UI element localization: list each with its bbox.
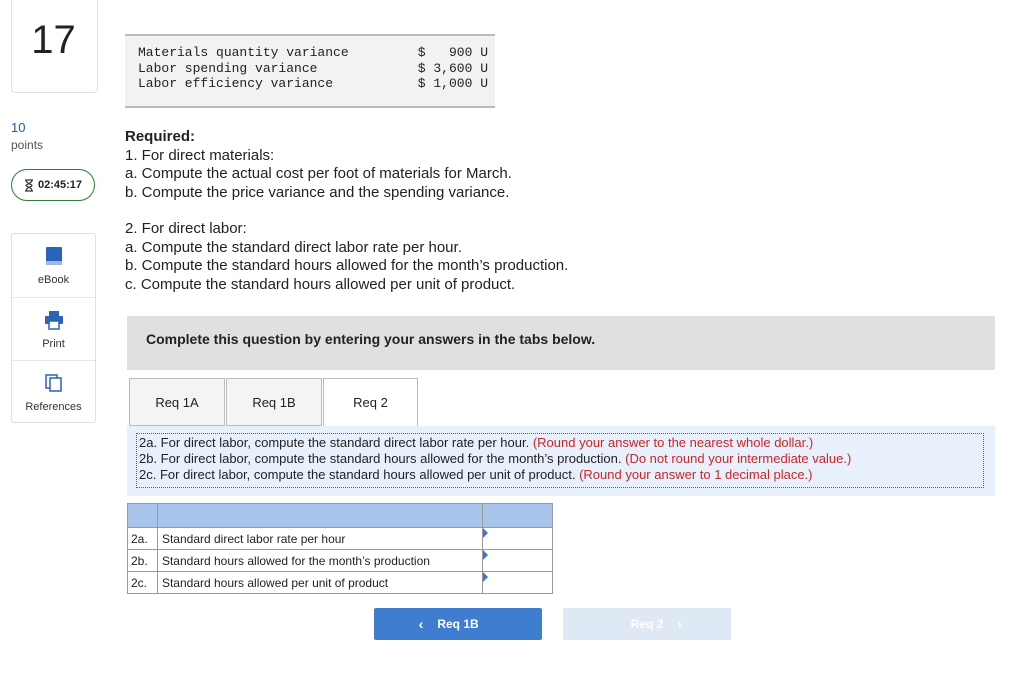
variance-value: $ 3,600 U [417,61,488,76]
instruction-line [139,451,981,467]
next-tab-button[interactable] [563,608,731,640]
answer-flag-icon [483,528,488,538]
answer-input-2b[interactable] [483,551,552,571]
references-label: References [25,401,82,413]
variance-value: $ 900 U [417,45,488,60]
points-label: points [11,138,44,152]
answer-label: Standard hours allowed per unit of product [157,572,482,594]
tab-req-1b[interactable]: Req 1B [226,378,322,426]
instruction-note: (Round your answer to 1 decimal place.) [579,467,813,482]
answer-id: 2a. [128,528,158,550]
print-button[interactable] [12,297,95,361]
table-row [128,528,553,550]
variance-value: $ 1,000 U [417,76,488,91]
variance-row [138,45,488,61]
instruction-note: (Do not round your intermediate value.) [625,451,852,466]
instructions-box [127,426,995,496]
tools-panel [11,233,96,423]
required-part-2c: c. Compute the standard hours allowed per unit of product. [125,275,516,293]
tab-req-1a[interactable]: Req 1A [129,378,225,426]
answer-input-2a[interactable] [483,529,552,549]
hourglass-icon [24,179,34,192]
instruction-banner [127,316,995,370]
question-number: 17 [31,18,76,62]
answer-id: 2c. [128,572,158,594]
variance-table [125,34,495,108]
chevron-left-icon: ‹ [418,616,424,632]
answer-label: Standard direct labor rate per hour [157,528,482,550]
instruction-text: 2b. For direct labor, compute the standard hours allowed for the month’s production. [139,451,622,466]
answer-flag-icon [483,572,488,582]
answer-flag-icon [483,550,488,560]
banner-text: Complete this question by entering your answers in the tabs below. [146,331,596,347]
instruction-line [139,467,981,483]
required-heading: Required: [125,128,196,145]
required-part-2: 2. For direct labor: [125,220,247,237]
table-row [128,572,553,594]
variance-label: Labor spending variance [138,61,318,76]
timer-value: 02:45:17 [37,179,83,191]
printer-icon [44,310,64,330]
chevron-right-icon: › [677,616,683,632]
answer-label: Standard hours allowed for the month’s production [157,550,482,572]
answer-id: 2b. [128,550,158,572]
references-button[interactable] [12,360,95,424]
timer-badge[interactable] [11,169,95,201]
prev-tab-label: Req 1B [437,617,479,631]
variance-label: Labor efficiency variance [138,76,334,91]
required-part-2a: a. Compute the standard direct labor rate per hour. [125,238,462,256]
variance-row [138,61,488,77]
instruction-note: (Round your answer to the nearest whole dollar.) [532,435,814,450]
table-row [128,550,553,572]
required-part-1a: a. Compute the actual cost per foot of materials for March. [125,165,512,182]
documents-icon [44,373,64,393]
instruction-text: 2a. For direct labor, compute the standard direct labor rate per hour. [139,435,530,450]
print-label: Print [42,338,65,350]
required-section-1 [125,128,512,202]
book-icon [45,246,63,266]
prev-tab-button[interactable] [374,608,542,640]
required-part-1b: b. Compute the price variance and the spending variance. [125,183,510,201]
next-tab-label: Req 2 [630,617,664,631]
required-part-2b: b. Compute the standard hours allowed for the month’s production. [125,257,569,274]
instructions-text [136,433,984,488]
ebook-button[interactable] [12,234,95,297]
instruction-line [139,435,981,451]
variance-label: Materials quantity variance [138,45,349,60]
ebook-label: eBook [37,274,70,286]
required-part-1: 1. For direct materials: [125,146,275,164]
instruction-text: 2c. For direct labor, compute the standard hours allowed per unit of product. [139,467,576,482]
points-value: 10 [11,120,26,135]
tab-req-2[interactable]: Req 2 [323,378,418,428]
answer-input-2c[interactable] [483,573,552,593]
required-section-2 [125,220,568,294]
answer-table [127,503,553,594]
answer-table-header [128,504,553,528]
variance-row [138,76,488,92]
